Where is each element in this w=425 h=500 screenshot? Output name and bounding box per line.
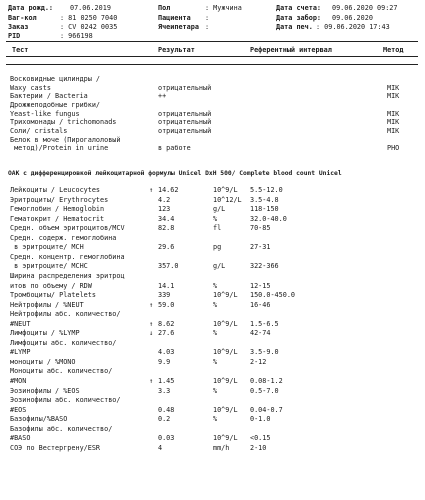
cbc-test-name: Лейкоциты / Leucocytes bbox=[10, 186, 101, 194]
cbc-range: 150.0-450.0 bbox=[250, 291, 296, 300]
cbc-range: 118-150 bbox=[250, 205, 279, 214]
cbc-result: 27.6 bbox=[158, 329, 175, 338]
cbc-result: 34.4 bbox=[158, 214, 175, 223]
patient-value: : bbox=[205, 14, 210, 22]
cbc-test-name: итов по объему / RDW bbox=[10, 281, 92, 290]
urine-test-name: Соли/ cristals bbox=[10, 126, 68, 135]
cbc-test-name: Лимфоциты абс. количество/ bbox=[10, 338, 117, 347]
cbc-test-name: #LYMP bbox=[10, 348, 31, 357]
cbc-test-name: моноциты / %MONO bbox=[10, 357, 76, 366]
pid-label: PID bbox=[8, 32, 21, 40]
collection-date-value: 09.06.2020 bbox=[332, 14, 373, 22]
barcode-label: Ваг-кол bbox=[8, 14, 37, 22]
urine-test-name: Waxy casts bbox=[10, 83, 51, 92]
barcode-value: : 81 0250 7040 bbox=[60, 14, 118, 22]
cbc-unit: fl bbox=[213, 224, 222, 233]
cbc-result: 0.03 bbox=[158, 434, 175, 443]
account-date-label: Дата счета: bbox=[276, 4, 322, 12]
column-range: Референтный интервал bbox=[250, 46, 332, 54]
cbc-test-name: Нейтрофилы / %NEUT bbox=[10, 300, 84, 309]
cbc-test-name: Средн. концентр. гемоглобина bbox=[10, 252, 125, 261]
urine-test-name: Трихомонады / trichomonads bbox=[10, 118, 117, 127]
cbc-result: 4.2 bbox=[158, 195, 171, 204]
divider bbox=[6, 41, 418, 42]
divider bbox=[6, 56, 418, 57]
cbc-unit: 10^12/L bbox=[213, 195, 242, 204]
sex-value: : Мужчина bbox=[205, 4, 242, 12]
cbc-test-name: Средн. содерж. гемоглобина bbox=[10, 233, 117, 242]
cbc-result: 14.62 bbox=[158, 186, 179, 194]
cbc-unit: % bbox=[213, 281, 218, 290]
cbc-range: 27-31 bbox=[250, 243, 271, 252]
birthdate-label: Дата рожд.: bbox=[8, 4, 54, 12]
cbc-range: 12-15 bbox=[250, 281, 271, 290]
urine-result: отрицательный bbox=[158, 126, 212, 135]
divider bbox=[6, 64, 418, 65]
cbc-unit: 10^9/L bbox=[213, 405, 238, 414]
urine-test-name: метод)/Protein in urine bbox=[10, 144, 109, 153]
cbc-test-name: Тромбоциты/ Platelets bbox=[10, 291, 96, 300]
cbc-flag: ↑ bbox=[149, 186, 154, 194]
pid-value: : 966198 bbox=[60, 32, 93, 40]
cbc-test-name: Гематокрит / Hematocrit bbox=[10, 214, 105, 223]
requester-value: : bbox=[205, 23, 210, 31]
collection-date-label: Дата забор: bbox=[276, 14, 322, 22]
cbc-result: 123 bbox=[158, 205, 171, 214]
urine-method: MIK bbox=[387, 109, 400, 118]
cbc-unit: % bbox=[213, 329, 218, 338]
requester-label: Ячеипетара bbox=[158, 23, 199, 31]
cbc-result: 3.3 bbox=[158, 386, 171, 395]
cbc-test-name: Эритроциты/ Erythrocytes bbox=[10, 195, 109, 204]
cbc-unit: % bbox=[213, 415, 218, 424]
cbc-range: 1.5-6.5 bbox=[250, 319, 279, 328]
cbc-range: 2-12 bbox=[250, 357, 267, 366]
urine-method: MIK bbox=[387, 126, 400, 135]
cbc-test-name: Эозинофилы / %EOS bbox=[10, 386, 80, 395]
cbc-result: 14.1 bbox=[158, 281, 175, 290]
cbc-unit: % bbox=[213, 300, 218, 309]
urine-test-name: Yeast-like fungus bbox=[10, 109, 80, 118]
cbc-result: 59.0 bbox=[158, 300, 175, 309]
patient-label: Пациента bbox=[158, 14, 191, 22]
cbc-result: 4 bbox=[158, 443, 163, 452]
column-result: Результат bbox=[158, 46, 195, 54]
sex-label: Пол bbox=[158, 4, 171, 12]
cbc-test-name: в эритроците/ MCH bbox=[10, 243, 84, 252]
cbc-flag: ↑ bbox=[149, 377, 154, 385]
cbc-result: 8.62 bbox=[158, 319, 175, 328]
cbc-test-name: Гемоглобин / Hemoglobin bbox=[10, 205, 105, 214]
cbc-test-name: СОЭ по Вестергрену/ESR bbox=[10, 443, 101, 452]
cbc-result: 29.6 bbox=[158, 243, 175, 252]
account-date-value: 09.06.2020 09:27 bbox=[332, 4, 398, 12]
cbc-test-name: Базофилы/%BASO bbox=[10, 415, 68, 424]
section-title: ОАК с дифференцировкой лейкоцитарной формулы Unicel DxH 500/ Complete blood count Unicel bbox=[8, 170, 342, 177]
cbc-unit: % bbox=[213, 214, 218, 223]
urine-result: ++ bbox=[158, 92, 167, 101]
urine-result: отрицательный bbox=[158, 118, 212, 127]
cbc-test-name: Лимфоциты / %LYMP bbox=[10, 329, 80, 338]
cbc-range: 0.5-7.0 bbox=[250, 386, 279, 395]
urine-test-name: Дрожжеподобные грибки/ bbox=[10, 100, 101, 109]
cbc-test-name: #EOS bbox=[10, 405, 27, 414]
cbc-flag: ↓ bbox=[149, 329, 154, 338]
cbc-range: 3.5-4.8 bbox=[250, 195, 279, 204]
cbc-unit: g/L bbox=[213, 205, 226, 214]
cbc-unit: % bbox=[213, 357, 218, 366]
birthdate-value: 07.06.2019 bbox=[70, 4, 111, 12]
urine-test-name: Белок в моче (Пирогалоловый bbox=[10, 135, 121, 144]
cbc-test-name: Нейтрофилы абс. количество/ bbox=[10, 310, 121, 319]
cbc-unit: mm/h bbox=[213, 443, 230, 452]
cbc-flag: ↑ bbox=[149, 300, 154, 309]
cbc-flag: ↑ bbox=[149, 319, 154, 328]
cbc-unit: 10^9/L bbox=[213, 348, 238, 357]
cbc-test-name: Моноциты абс. количество/ bbox=[10, 367, 113, 376]
print-date-value: : 09.06.2020 17:43 bbox=[316, 23, 390, 31]
cbc-result: 0.2 bbox=[158, 415, 171, 424]
cbc-unit: 10^9/L bbox=[213, 319, 238, 328]
cbc-result: 4.03 bbox=[158, 348, 175, 357]
cbc-unit: 10^9/L bbox=[213, 377, 238, 385]
cbc-range: 32.0-40.0 bbox=[250, 214, 287, 223]
urine-result: отрицательный bbox=[158, 109, 212, 118]
cbc-unit: pg bbox=[213, 243, 222, 252]
cbc-result: 82.8 bbox=[158, 224, 175, 233]
cbc-range: 42-74 bbox=[250, 329, 271, 338]
cbc-unit: % bbox=[213, 386, 218, 395]
urine-test-name: Восковидные цилиндры / bbox=[10, 75, 101, 83]
urine-result: отрицательный bbox=[158, 83, 212, 92]
cbc-range: 0.04-0.7 bbox=[250, 405, 283, 414]
cbc-result: 357.0 bbox=[158, 262, 179, 271]
order-label: Заказ bbox=[8, 23, 29, 31]
urine-method: MIK bbox=[387, 92, 400, 101]
cbc-range: 70-85 bbox=[250, 224, 271, 233]
cbc-range: 2-10 bbox=[250, 443, 267, 452]
cbc-range: 322-366 bbox=[250, 262, 279, 271]
urine-method: MIK bbox=[387, 118, 400, 127]
cbc-result: 9.9 bbox=[158, 357, 171, 366]
cbc-test-name: в эритроците/ MCHC bbox=[10, 262, 88, 271]
urine-method: MIK bbox=[387, 83, 400, 92]
cbc-result: 1.45 bbox=[158, 377, 175, 385]
cbc-unit: 10^9/L bbox=[213, 434, 238, 443]
cbc-range: 0-1.0 bbox=[250, 415, 271, 424]
urine-method: PHO bbox=[387, 144, 400, 153]
cbc-test-name: #MON bbox=[10, 377, 27, 385]
urine-test-name: Бактерии / Bacteria bbox=[10, 92, 88, 101]
cbc-range: 16-46 bbox=[250, 300, 271, 309]
cbc-test-name: Эозинофилы абс. количество/ bbox=[10, 396, 121, 405]
cbc-range: 0.08-1.2 bbox=[250, 377, 283, 385]
urine-result: в работе bbox=[158, 144, 191, 153]
cbc-result: 339 bbox=[158, 291, 171, 300]
cbc-range: 5.5-12.0 bbox=[250, 186, 283, 194]
print-date-label: Дата печ. bbox=[276, 23, 313, 31]
cbc-range: <0.15 bbox=[250, 434, 271, 443]
order-value: : CV 0242 0035 bbox=[60, 23, 118, 31]
cbc-result: 0.48 bbox=[158, 405, 175, 414]
cbc-test-name: Ширина распределения эритроц bbox=[10, 271, 125, 280]
column-test: Тест bbox=[12, 46, 29, 54]
column-method: Метод bbox=[383, 46, 404, 54]
cbc-unit: g/L bbox=[213, 262, 226, 271]
cbc-test-name: Базофилы абс. количество/ bbox=[10, 424, 113, 433]
cbc-unit: 10^9/L bbox=[213, 186, 238, 194]
cbc-test-name: #BASO bbox=[10, 434, 31, 443]
cbc-test-name: #NEUT bbox=[10, 319, 31, 328]
cbc-unit: 10^9/L bbox=[213, 291, 238, 300]
cbc-test-name: Средн. объем эритроцитов/MCV bbox=[10, 224, 125, 233]
cbc-range: 3.5-9.0 bbox=[250, 348, 279, 357]
